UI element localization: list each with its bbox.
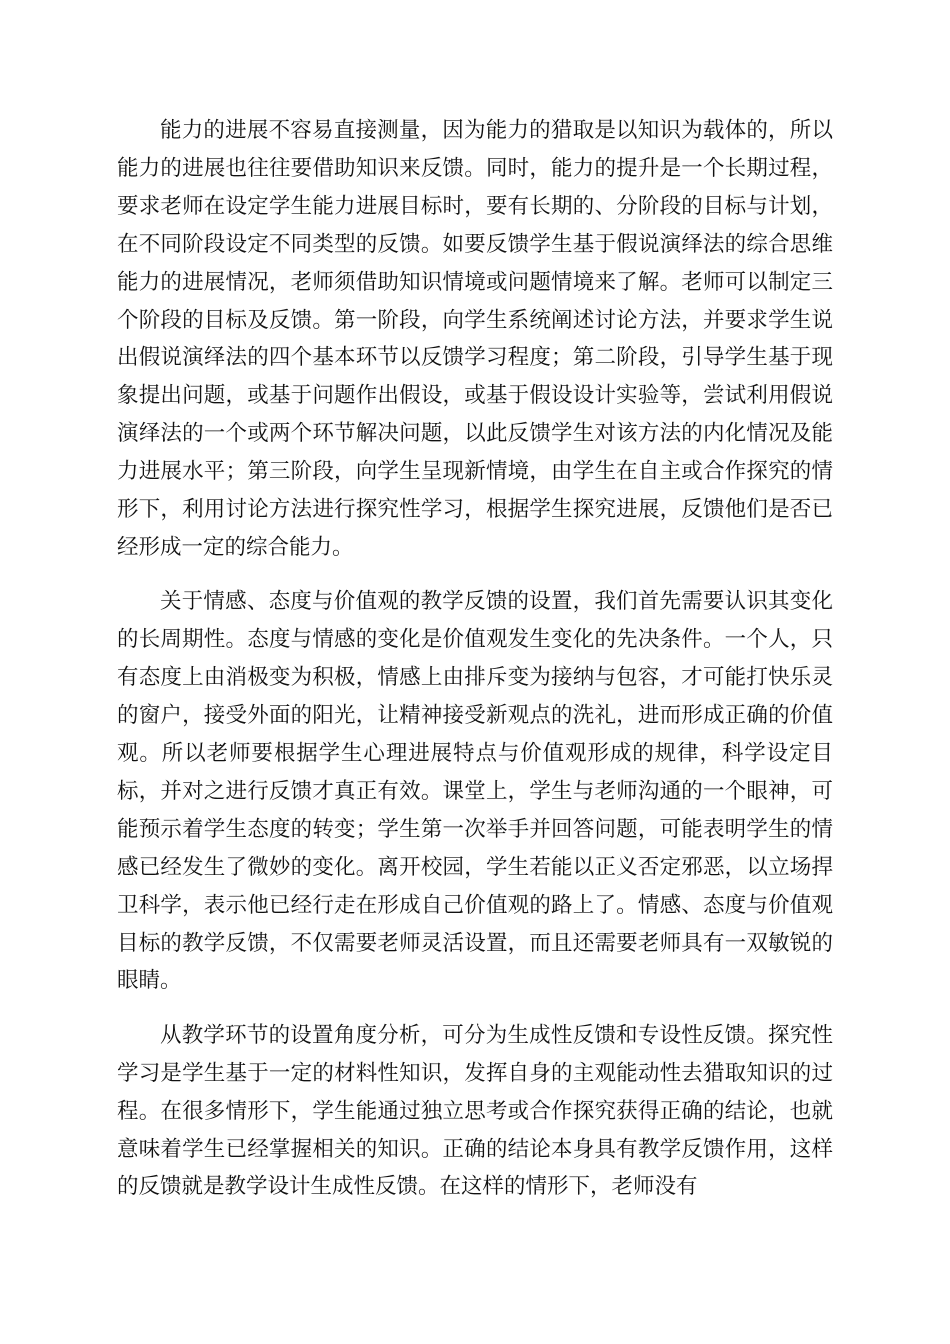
- paragraph-teaching-stage-feedback: 从教学环节的设置角度分析，可分为生成性反馈和专设性反馈。探究性学习是学生基于一定的材料性知识，发挥自身的主观能动性去猎取知识的过程。在很多情形下，学生能通过独立思考或合作探究获得正确的结论，也就意味着学生已经掌握相关的知识。正确的结论本身具有教学反馈作用，这样的反馈就是教学设计生成性反馈。在这样的情形下，老师没有: [117, 1022, 833, 1200]
- paragraph-emotion-attitude-values: 关于情感、态度与价值观的教学反馈的设置，我们首先需要认识其变化的长周期性。态度与情感的变化是价值观发生变化的先决条件。一个人，只有态度上由消极变为积极，情感上由排斥变为接纳与包容，才可能打快乐灵的窗户，接受外面的阳光，让精神接受新观点的洗礼，进而形成正确的价值观。所以老师要根据学生心理进展特点与价值观形成的规律，科学设定目标，并对之进行反馈才真正有效。课堂上，学生与老师沟通的一个眼神，可能预示着学生态度的转变；学生第一次举手并回答问题，可能表明学生的情感已经发生了微妙的变化。离开校园，学生若能以正义否定邪恶，以立场捍卫科学，表示他已经行走在形成自己价值观的路上了。情感、态度与价值观目标的教学反馈，不仅需要老师灵活设置，而且还需要老师具有一双敏锐的眼睛。: [117, 589, 833, 994]
- document-body: [117, 112, 833, 1206]
- paragraph-ability-feedback: 能力的进展不容易直接测量，因为能力的猎取是以知识为载体的，所以能力的进展也往往要借助知识来反馈。同时，能力的提升是一个长期过程，要求老师在设定学生能力进展目标时，要有长期的、分阶段的目标与计划，在不同阶段设定不同类型的反馈。如要反馈学生基于假说演绎法的综合思维能力的进展情况，老师须借助知识情境或问题情境来了解。老师可以制定三个阶段的目标及反馈。第一阶段，向学生系统阐述讨论方法，并要求学生说出假说演绎法的四个基本环节以反馈学习程度；第二阶段，引导学生基于现象提出问题，或基于问题作出假设，或基于假设设计实验等，尝试利用假说演绎法的一个或两个环节解决问题，以此反馈学生对该方法的内化情况及能力进展水平；第三阶段，向学生呈现新情境，由学生在自主或合作探究的情形下，利用讨论方法进行探究性学习，根据学生探究进展，反馈他们是否已经形成一定的综合能力。: [117, 118, 833, 560]
